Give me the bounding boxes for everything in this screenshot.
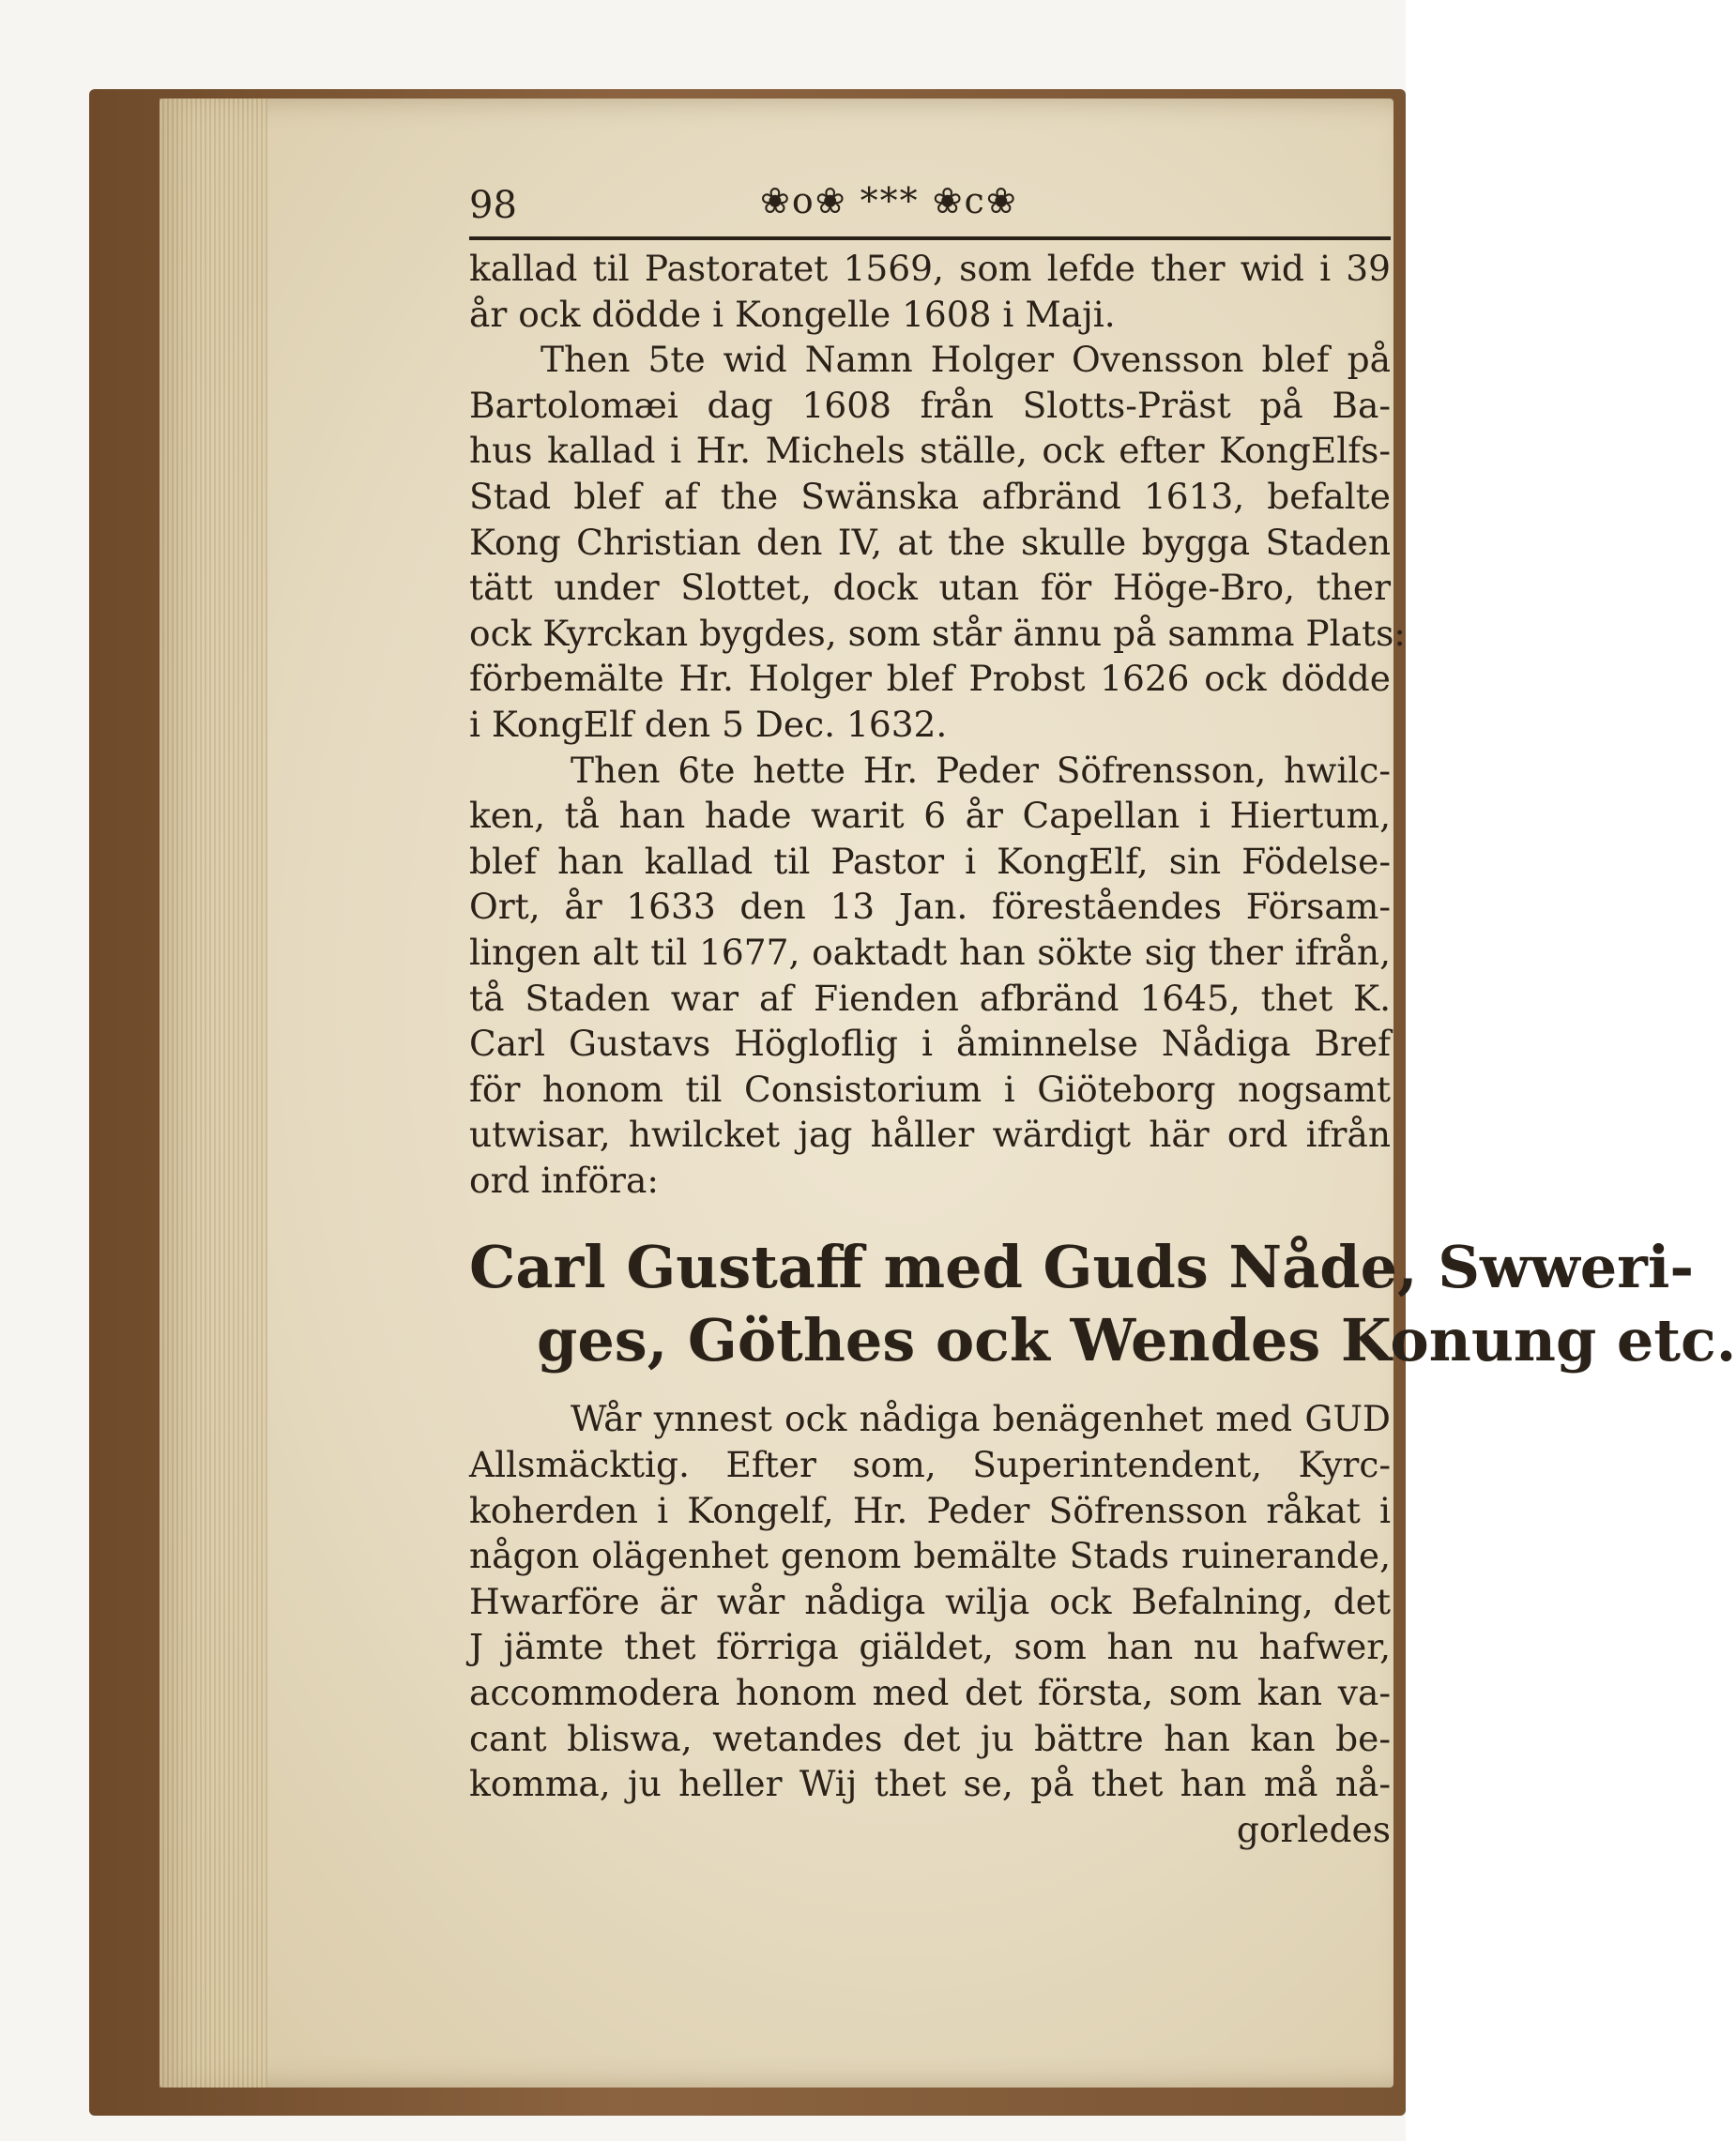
- text-line: blef han kallad til Pastor i KongElf, sin Födelse-: [469, 840, 1391, 882]
- text-line: Stad blef af the Swänska afbränd 1613, befalte: [469, 475, 1391, 517]
- text-line: ken, tå han hade warit 6 år Capellan i Hiertum,: [469, 795, 1391, 837]
- letter-line: koherden i Kongelf, Hr. Peder Söfrensson råkat i: [469, 1489, 1391, 1531]
- text-line: Then 6te hette Hr. Peder Söfrensson, hwilc-: [571, 749, 1391, 791]
- text-line: kallad til Pastoratet 1569, som lefde ther wid i 39: [469, 248, 1391, 289]
- text-line: Carl Gustavs Högloflig i åminnelse Nådiga Bref: [469, 1023, 1391, 1065]
- page-edges-gutter: [160, 99, 267, 2088]
- page-number: 98: [469, 184, 517, 227]
- royal-title-heading-cont: ges, Göthes ock Wendes Konung etc.: [537, 1306, 1736, 1375]
- letter-line: J jämte thet förriga giäldet, som han nu hafwer,: [469, 1626, 1391, 1668]
- text-line: år ock dödde i Kongelle 1608 i Maji.: [469, 293, 1116, 335]
- text-line: ord införa:: [469, 1159, 659, 1201]
- letter-line: Hwarföre är wår nådiga wilja ock Befalning, det: [469, 1580, 1391, 1622]
- text-line: hus kallad i Hr. Michels ställe, ock efter KongElfs-: [469, 430, 1391, 472]
- letter-line: Allsmäcktig. Efter som, Superintendent, Kyrc-: [469, 1444, 1391, 1486]
- letter-line: Wår ynnest ock nådiga benägenhet med GUD: [571, 1398, 1391, 1440]
- letter-body: [469, 1396, 1391, 1852]
- text-line: Ort, år 1633 den 13 Jan. föreståendes Försam-: [469, 886, 1391, 928]
- letter-line: komma, ju heller Wij thet se, på thet han må nå-: [469, 1763, 1391, 1805]
- text-line: Kong Christian den IV, at the skulle bygga Staden: [469, 521, 1391, 563]
- page-text-block: [469, 178, 1736, 1852]
- header-rule: [469, 236, 1391, 240]
- body-paragraphs: [469, 246, 1406, 1203]
- text-line: Bartolomæi dag 1608 från Slotts-Präst på Ba-: [469, 384, 1391, 426]
- text-line: för honom til Consistorium i Giöteborg nogsamt: [469, 1068, 1391, 1110]
- letter-line: accommodera honom med det första, som kan va-: [469, 1672, 1391, 1714]
- text-line: i KongElf den 5 Dec. 1632.: [469, 703, 948, 745]
- text-line: ock Kyrckan bygdes, som står ännu på samma Plats:: [469, 612, 1406, 654]
- text-line: lingen alt til 1677, oaktadt han sökte sig ther ifrån,: [469, 931, 1391, 973]
- catchword: gorledes: [1236, 1808, 1391, 1850]
- header-ornament: ❀o❀ *** ❀c❀: [760, 180, 1018, 221]
- letter-line: cant bliswa, wetandes det ju bättre han kan be-: [469, 1717, 1391, 1759]
- text-line: förbemälte Hr. Holger blef Probst 1626 ock dödde: [469, 658, 1391, 700]
- running-header: [469, 178, 1391, 238]
- letter-line: någon olägenhet genom bemälte Stads ruinerande,: [469, 1535, 1391, 1577]
- text-line: utwisar, hwilcket jag håller wärdigt här ord ifrån: [469, 1114, 1391, 1156]
- text-line: tätt under Slottet, dock utan för Höge-Bro, ther: [469, 567, 1391, 609]
- text-line: Then 5te wid Namn Holger Ovensson blef på: [541, 339, 1391, 381]
- royal-title-heading: Carl Gustaff med Guds Nåde, Swweri-: [469, 1233, 1695, 1302]
- text-line: tå Staden war af Fienden afbränd 1645, thet K.: [469, 977, 1391, 1019]
